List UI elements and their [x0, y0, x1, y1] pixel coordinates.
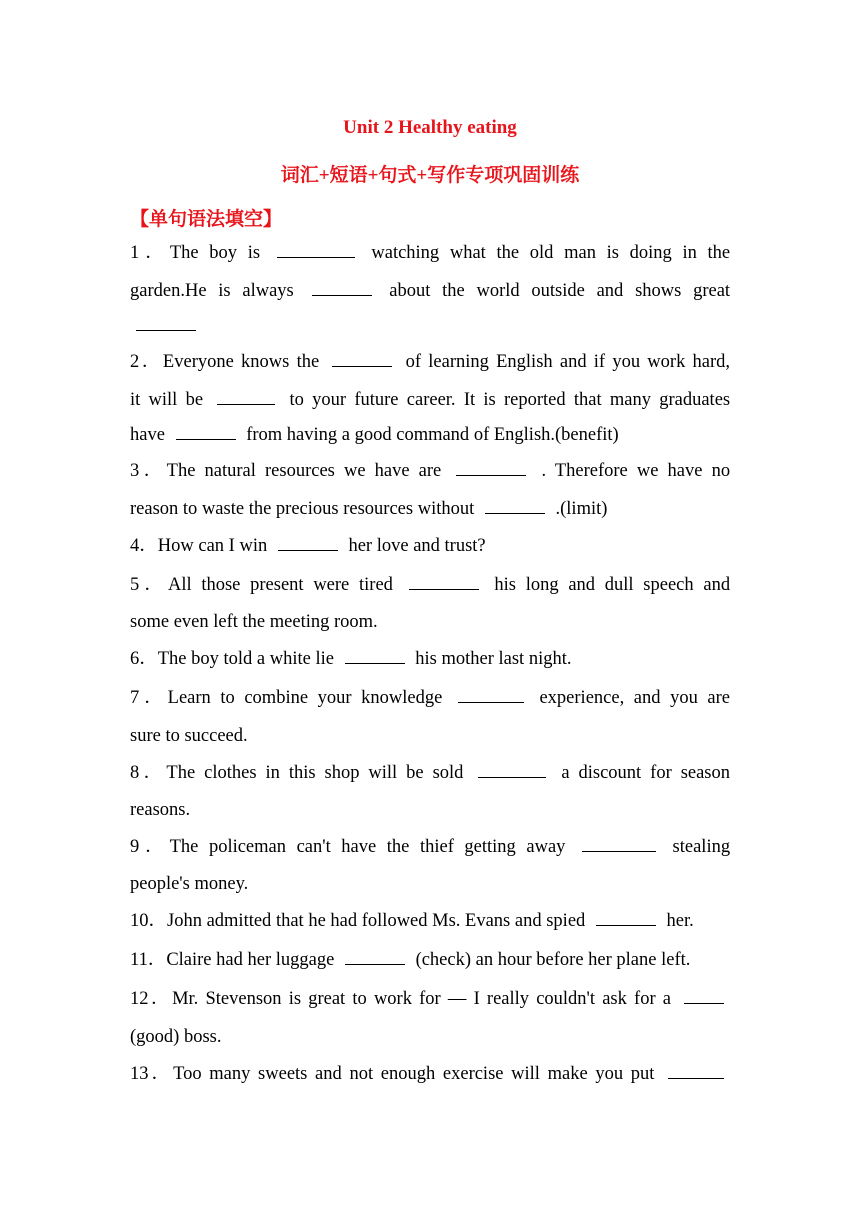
- question-text: stealing: [672, 837, 731, 857]
- question-text: and: [633, 688, 661, 708]
- question-text: experience,: [539, 688, 625, 708]
- answer-blank[interactable]: [478, 760, 546, 778]
- question-text: told: [223, 649, 253, 669]
- question-text: 2．Everyone: [130, 352, 234, 372]
- question-text: away: [526, 837, 566, 857]
- question-text: to: [182, 499, 198, 519]
- question-text: It: [463, 390, 476, 410]
- question-10-line: [130, 902, 730, 940]
- question-text: discount: [578, 763, 642, 783]
- answer-blank[interactable]: [217, 387, 275, 405]
- question-text: this: [288, 763, 316, 783]
- question-text: have: [130, 425, 165, 445]
- question-text: can't: [296, 837, 331, 857]
- question-text: sold: [432, 763, 464, 783]
- question-text: of: [405, 352, 422, 372]
- question-text: of: [473, 425, 490, 445]
- question-text: thief: [419, 837, 454, 857]
- question-text: his: [494, 575, 516, 595]
- question-text: admitted: [206, 911, 272, 931]
- question-text: you: [595, 1064, 624, 1084]
- question-text: the: [442, 281, 465, 301]
- question-text: have: [341, 837, 377, 857]
- question-text: career.: [406, 390, 456, 410]
- question-text: season: [680, 763, 731, 783]
- question-6-line: [130, 640, 730, 678]
- question-text: resources: [343, 499, 414, 519]
- question-text: white: [269, 649, 311, 669]
- question-text: knowledge: [361, 688, 443, 708]
- question-2-line: [130, 343, 730, 381]
- question-text: those: [201, 575, 241, 595]
- question-text: that: [275, 911, 304, 931]
- question-11-line: [130, 941, 730, 979]
- question-text: long: [525, 575, 559, 595]
- question-text: lie: [315, 649, 334, 669]
- question-text: reasons.: [130, 800, 191, 820]
- question-text: meeting: [269, 612, 330, 632]
- question-text: be: [406, 763, 424, 783]
- question-2-line: [130, 381, 730, 419]
- question-text: old: [529, 243, 554, 263]
- question-text: for: [419, 989, 441, 1009]
- question-text: 13．Too: [130, 1064, 202, 1084]
- question-text: her.: [666, 911, 694, 931]
- question-text: to: [352, 989, 367, 1009]
- question-text: reason: [130, 499, 179, 519]
- question-5-line: [130, 603, 730, 641]
- answer-blank[interactable]: [136, 313, 196, 331]
- question-text: and: [596, 281, 624, 301]
- question-text: work: [647, 352, 686, 372]
- question-text: make: [547, 1064, 588, 1084]
- question-2-line: [130, 416, 730, 454]
- question-text: sure: [130, 726, 161, 746]
- question-text: and: [559, 352, 587, 372]
- question-text: about: [389, 281, 431, 301]
- question-text: shop: [324, 763, 360, 783]
- question-12-line: [130, 980, 730, 1018]
- question-text: his: [415, 649, 437, 669]
- answer-blank[interactable]: [312, 278, 372, 296]
- question-text: Ms.: [432, 911, 461, 931]
- question-7-line: [130, 679, 730, 717]
- question-text: many: [609, 390, 651, 410]
- question-text: (check): [415, 950, 472, 970]
- question-text: doing: [629, 243, 672, 263]
- question-text: in: [265, 763, 280, 783]
- question-text: you: [612, 352, 641, 372]
- question-text: without: [417, 499, 475, 519]
- question-text: her: [348, 536, 373, 556]
- question-text: shows: [635, 281, 682, 301]
- answer-blank[interactable]: [456, 458, 526, 476]
- question-4-line: [130, 527, 730, 565]
- question-text: hour: [497, 950, 532, 970]
- question-text: good: [354, 425, 392, 445]
- question-text: an: [475, 950, 494, 970]
- question-text: is: [606, 243, 619, 263]
- question-text: in: [682, 243, 697, 263]
- question-text: really: [486, 989, 530, 1009]
- answer-blank[interactable]: [668, 1061, 724, 1079]
- question-text: are: [418, 461, 442, 481]
- question-text: room.: [333, 612, 378, 632]
- question-text: reported: [503, 390, 566, 410]
- question-text: English.(benefit): [493, 425, 619, 445]
- question-text: are: [707, 688, 730, 708]
- question-text: watching: [371, 243, 440, 263]
- question-text: put: [630, 1064, 655, 1084]
- question-text: left.: [661, 950, 691, 970]
- question-text: he: [308, 911, 326, 931]
- question-text: exercise: [442, 1064, 504, 1084]
- answer-blank[interactable]: [409, 572, 479, 590]
- question-text: and: [568, 575, 596, 595]
- question-text: some: [130, 612, 170, 632]
- answer-blank[interactable]: [332, 349, 392, 367]
- question-text: and: [703, 575, 731, 595]
- question-text: present: [250, 575, 304, 595]
- question-text: had: [330, 911, 358, 931]
- question-text: a: [561, 763, 570, 783]
- answer-blank[interactable]: [345, 646, 405, 664]
- answer-blank[interactable]: [458, 685, 524, 703]
- question-text: you: [670, 688, 698, 708]
- question-text: —: [447, 989, 467, 1009]
- question-text: to: [220, 688, 235, 708]
- question-text: a: [341, 425, 350, 445]
- question-text: were: [313, 575, 350, 595]
- question-text: 3．The: [130, 461, 196, 481]
- question-text: people's: [130, 874, 190, 894]
- question-12-line: [130, 1018, 730, 1056]
- question-text: ask: [602, 989, 627, 1009]
- question-text: your: [317, 688, 352, 708]
- question-text: 9．The: [130, 837, 199, 857]
- question-text: clothes: [204, 763, 257, 783]
- question-text: last: [498, 649, 525, 669]
- answer-blank[interactable]: [176, 422, 236, 440]
- question-text: money.: [194, 874, 249, 894]
- question-text: the: [242, 612, 266, 632]
- question-text: and: [315, 1064, 342, 1084]
- question-8-line: [130, 754, 730, 792]
- answer-blank[interactable]: [278, 533, 338, 551]
- question-text: work: [373, 989, 412, 1009]
- question-text: be: [185, 390, 204, 410]
- question-text: had: [216, 950, 243, 970]
- question-text: command: [396, 425, 470, 445]
- question-text: 10．John: [130, 911, 202, 931]
- question-text: the: [296, 352, 320, 372]
- question-text: combine: [244, 688, 309, 708]
- question-text: (good): [130, 1027, 180, 1047]
- question-text: English: [496, 352, 553, 372]
- question-text: and: [413, 536, 440, 556]
- question-text: succeed.: [184, 726, 248, 746]
- question-text: always: [242, 281, 294, 301]
- question-text: for: [634, 989, 656, 1009]
- answer-blank[interactable]: [485, 496, 545, 514]
- question-1-line: [130, 307, 730, 345]
- question-text: the: [386, 837, 410, 857]
- question-text: not: [349, 1064, 374, 1084]
- question-text: policeman: [208, 837, 286, 857]
- question-text: from: [246, 425, 283, 445]
- question-text: mother: [441, 649, 494, 669]
- question-text: many: [209, 1064, 251, 1084]
- answer-blank[interactable]: [277, 240, 355, 258]
- question-text: .: [541, 461, 547, 481]
- question-text: if: [593, 352, 606, 372]
- question-text: night.: [528, 649, 572, 669]
- question-text: will: [148, 390, 178, 410]
- question-text: hard,: [692, 352, 731, 372]
- question-text: for: [650, 763, 672, 783]
- question-3-line: [130, 452, 730, 490]
- question-text: luggage: [275, 950, 335, 970]
- question-5-line: [130, 566, 730, 604]
- question-text: followed: [361, 911, 428, 931]
- question-text: have: [374, 461, 410, 481]
- question-text: can: [198, 536, 225, 556]
- question-text: what: [449, 243, 486, 263]
- question-text: Therefore: [554, 461, 628, 481]
- question-text: .(limit): [555, 499, 608, 519]
- question-text: dull: [604, 575, 634, 595]
- question-text: 11．Claire: [130, 950, 212, 970]
- question-text: I: [228, 536, 235, 556]
- question-9-line: [130, 865, 730, 903]
- question-1-line: [130, 272, 730, 310]
- question-text: even: [173, 612, 209, 632]
- question-1-line: [130, 234, 730, 272]
- question-text: future: [354, 390, 399, 410]
- question-text: the: [496, 243, 520, 263]
- question-text: to: [165, 726, 180, 746]
- unit-title: Unit 2 Healthy eating: [343, 117, 517, 138]
- question-text: her: [247, 950, 272, 970]
- question-text: couldn't: [536, 989, 596, 1009]
- question-text: waste: [201, 499, 245, 519]
- question-7-line: [130, 717, 730, 755]
- question-text: outside: [531, 281, 585, 301]
- question-text: win: [239, 536, 268, 556]
- question-text: tired: [359, 575, 393, 595]
- question-text: have: [667, 461, 703, 481]
- question-text: trust?: [444, 536, 486, 556]
- question-text: natural: [204, 461, 256, 481]
- question-text: Stevenson: [205, 989, 282, 1009]
- question-text: the: [707, 243, 731, 263]
- section-title: 【单句语法填空】: [130, 209, 283, 230]
- question-text: knows: [241, 352, 290, 372]
- question-text: 4．How: [130, 536, 194, 556]
- question-text: no: [711, 461, 731, 481]
- question-text: having: [286, 425, 338, 445]
- question-text: speech: [643, 575, 694, 595]
- question-text: boy: [209, 243, 238, 263]
- answer-blank[interactable]: [582, 834, 656, 852]
- question-text: great: [693, 281, 731, 301]
- question-text: 7．Learn: [130, 688, 211, 708]
- question-text: love: [376, 536, 409, 556]
- question-text: 6．The: [130, 649, 187, 669]
- question-text: world: [476, 281, 520, 301]
- question-text: and: [514, 911, 542, 931]
- question-text: graduates: [659, 390, 731, 410]
- question-text: boss.: [183, 1027, 222, 1047]
- question-text: her: [588, 950, 612, 970]
- question-text: man: [564, 243, 596, 263]
- question-text: we: [636, 461, 659, 481]
- question-text: spied: [546, 911, 586, 931]
- question-text: it: [130, 390, 141, 410]
- question-text: is: [483, 390, 496, 410]
- answer-blank[interactable]: [596, 908, 656, 926]
- question-text: is: [218, 281, 231, 301]
- question-text: I: [473, 989, 480, 1009]
- question-text: that: [573, 390, 602, 410]
- question-text: before: [536, 950, 584, 970]
- question-text: 8．The: [130, 763, 196, 783]
- question-text: Evans: [465, 911, 511, 931]
- question-3-line: [130, 490, 730, 528]
- question-13-line: [130, 1055, 730, 1093]
- question-text: 1．The: [130, 243, 199, 263]
- question-text: garden.He: [130, 281, 207, 301]
- question-9-line: [130, 828, 730, 866]
- question-text: learning: [428, 352, 489, 372]
- question-text: is: [247, 243, 261, 263]
- question-text: is: [288, 989, 302, 1009]
- exercise-subtitle: 词汇+短语+句式+写作专项巩固训练: [280, 165, 580, 186]
- question-text: left: [213, 612, 238, 632]
- question-text: enough: [380, 1064, 436, 1084]
- question-text: to: [289, 390, 304, 410]
- question-text: sweets: [258, 1064, 308, 1084]
- question-text: will: [368, 763, 398, 783]
- question-text: a: [256, 649, 266, 669]
- question-text: resources: [265, 461, 335, 481]
- question-text: getting: [464, 837, 516, 857]
- question-text: 12．Mr.: [130, 989, 199, 1009]
- question-text: your: [312, 390, 347, 410]
- question-text: boy: [191, 649, 219, 669]
- answer-blank[interactable]: [345, 947, 405, 965]
- question-text: great: [308, 989, 346, 1009]
- question-text: a: [662, 989, 672, 1009]
- question-text: the: [248, 499, 272, 519]
- question-text: precious: [275, 499, 339, 519]
- question-text: plane: [616, 950, 657, 970]
- question-text: we: [343, 461, 366, 481]
- answer-blank[interactable]: [684, 986, 724, 1004]
- question-text: 5．All: [130, 575, 192, 595]
- question-text: will: [511, 1064, 540, 1084]
- question-8-line: [130, 791, 730, 829]
